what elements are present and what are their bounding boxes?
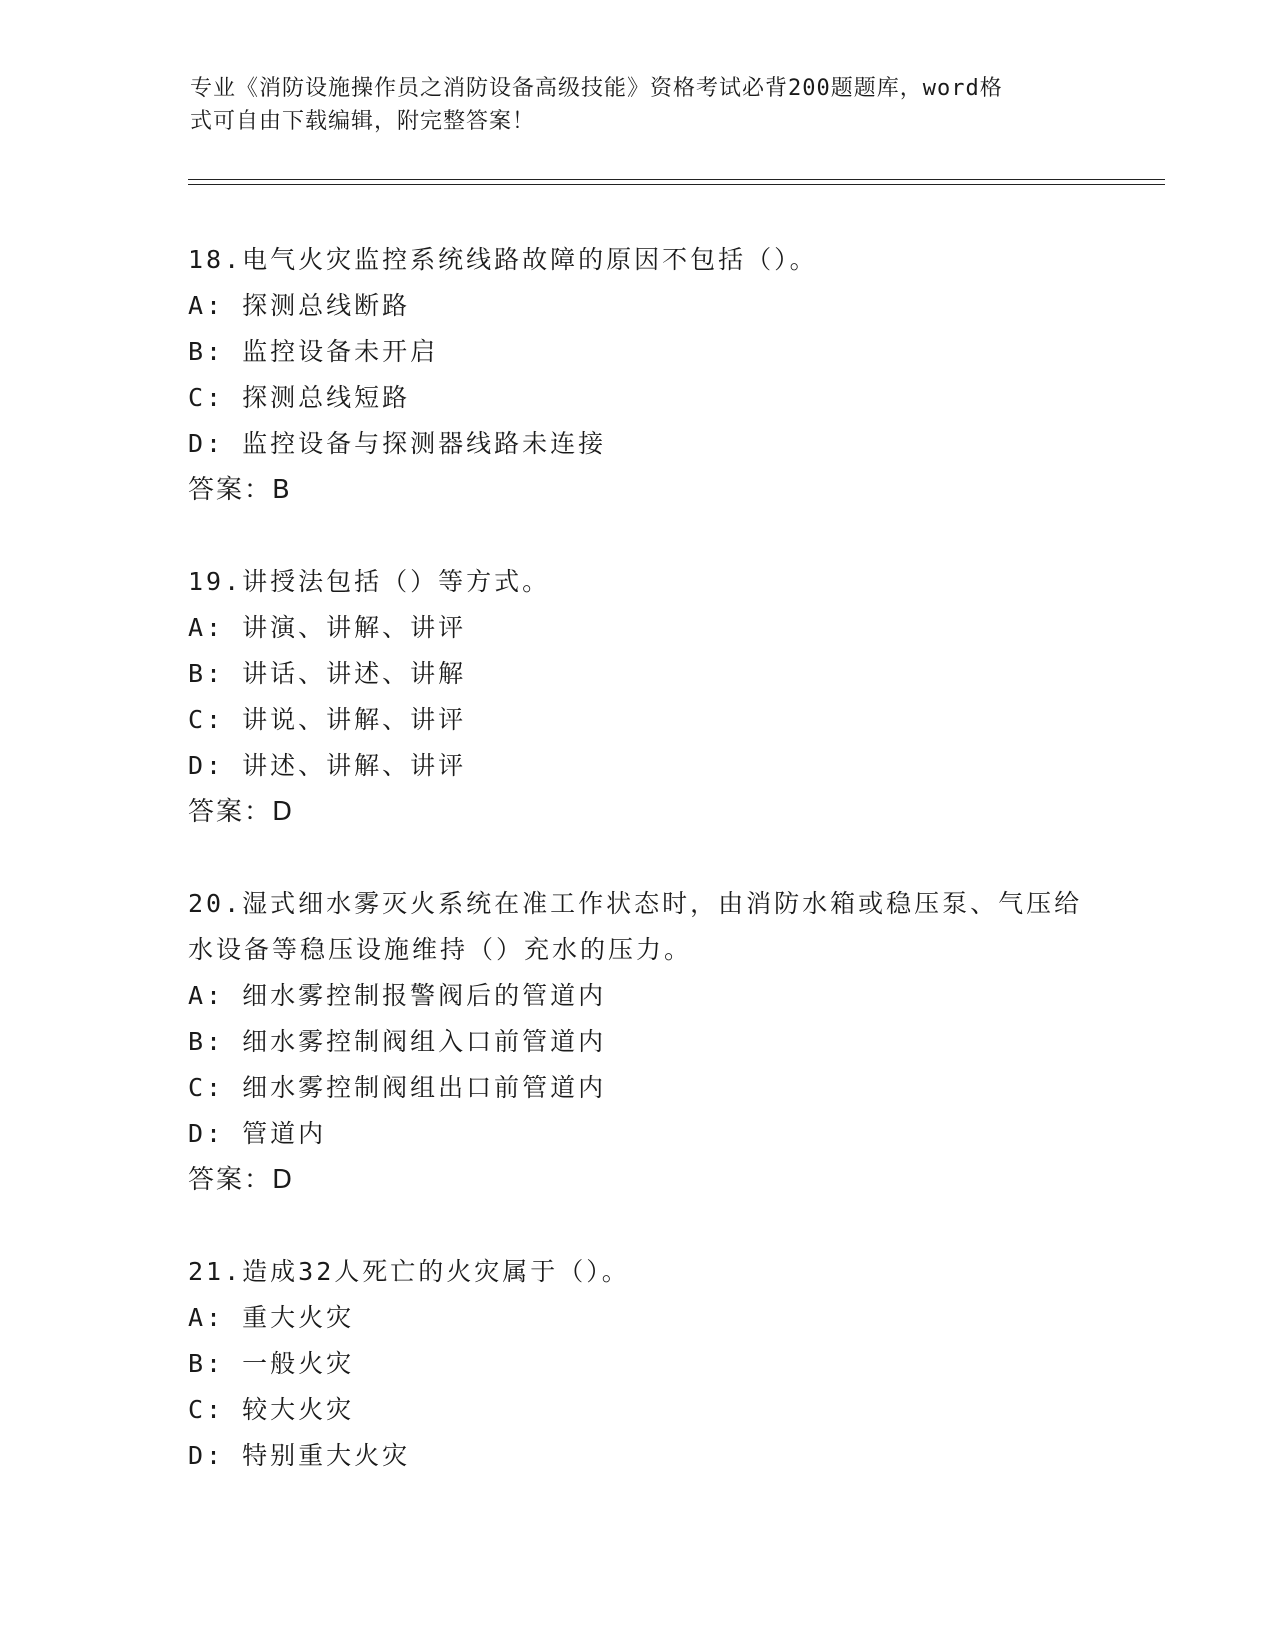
question-list [188, 237, 1108, 1525]
option-d: D: 管道内 [188, 1119, 327, 1148]
header-line-1: 专业《消防设施操作员之消防设备高级技能》资格考试必背200题题库，word格 [190, 76, 1003, 101]
option-d: D: 特别重大火灾 [188, 1441, 411, 1470]
question-21 [188, 1249, 1108, 1479]
question-stem: 18.电气火灾监控系统线路故障的原因不包括（）。 [188, 245, 818, 274]
option-a: A: 讲演、讲解、讲评 [188, 613, 467, 642]
answer-label: 答案：D [188, 797, 295, 827]
option-b: B: 细水雾控制阀组入口前管道内 [188, 1027, 607, 1056]
option-a: A: 探测总线断路 [188, 291, 411, 320]
header-line-2: 式可自由下载编辑，附完整答案！ [190, 109, 536, 134]
document-header [190, 72, 1090, 138]
question-stem: 20.湿式细水雾灭火系统在准工作状态时，由消防水箱或稳压泵、气压给水设备等稳压设施维持（）充水的压力。 [188, 889, 1083, 964]
question-20 [188, 881, 1108, 1203]
answer-label: 答案：D [188, 1165, 295, 1195]
option-a: A: 细水雾控制报警阀后的管道内 [188, 981, 607, 1010]
option-b: B: 一般火灾 [188, 1349, 355, 1378]
question-stem: 21.造成32人死亡的火灾属于（）。 [188, 1257, 630, 1286]
option-d: D: 讲述、讲解、讲评 [188, 751, 467, 780]
option-d: D: 监控设备与探测器线路未连接 [188, 429, 607, 458]
question-stem: 19.讲授法包括（）等方式。 [188, 567, 551, 596]
question-18 [188, 237, 1108, 513]
answer-label: 答案：B [188, 475, 292, 505]
option-c: C: 探测总线短路 [188, 383, 411, 412]
option-b: B: 讲话、讲述、讲解 [188, 659, 467, 688]
option-a: A: 重大火灾 [188, 1303, 355, 1332]
option-c: C: 较大火灾 [188, 1395, 355, 1424]
option-c: C: 讲说、讲解、讲评 [188, 705, 467, 734]
header-divider-top [188, 179, 1165, 180]
header-divider-bottom [188, 184, 1165, 185]
question-19 [188, 559, 1108, 835]
option-c: C: 细水雾控制阀组出口前管道内 [188, 1073, 607, 1102]
option-b: B: 监控设备未开启 [188, 337, 439, 366]
